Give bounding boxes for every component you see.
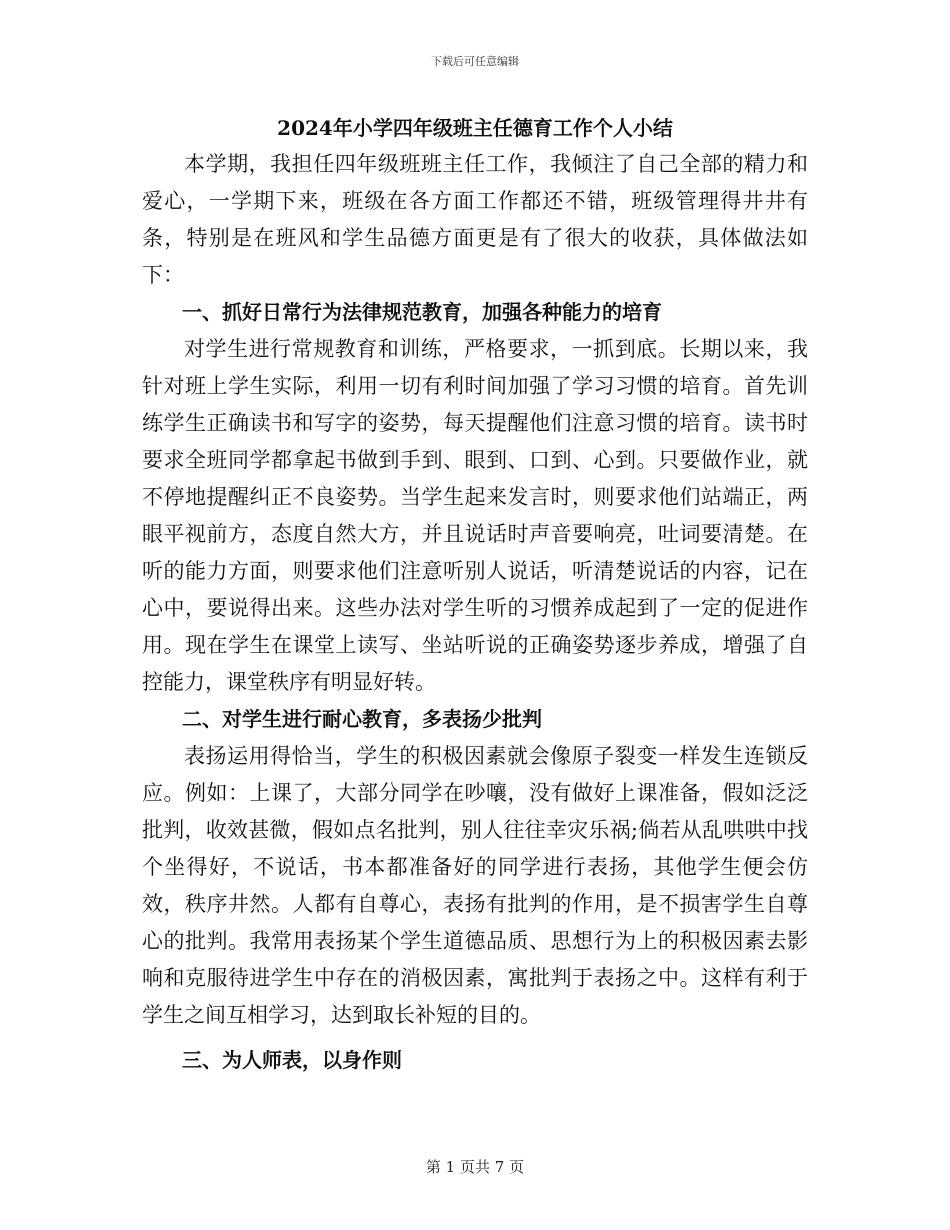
intro-paragraph: 本学期，我担任四年级班班主任工作，我倾注了自己全部的精力和爱心，一学期下来，班级在各方面工作都还不错，班级管理得井井有条，特别是在班风和学生品德方面更是有了很大的收获，具体做法如下： (142, 152, 808, 287)
section-heading-1: 一、抓好日常行为法律规范教育，加强各种能力的培育 (182, 300, 662, 324)
download-note: 下载后可任意编辑 (431, 55, 519, 68)
section-body-2: 表扬运用得恰当，学生的积极因素就会像原子裂变一样发生连锁反应。例如：上课了，大部分同学在吵嚷，没有做好上课准备，假如泛泛批判，收效甚微，假如点名批判，别人往往幸灾乐祸;倘若从乱哄哄中找个坐得好，不说话，书本都准备好的同学进行表扬，其他学生便会仿效，秩序井然。人都有自尊心，表扬有批判的作用，是不损害学生自尊心的批判。我常用表扬某个学生道德品质、思想行为上的积极因素去影响和克服待进学生中存在的消极因素，寓批判于表扬之中。这样有利于学生之间互相学习，达到取长补短的目的。 (142, 744, 808, 1027)
document-body (142, 112, 808, 1079)
section-heading-2: 二、对学生进行耐心教育，多表扬少批判 (182, 707, 542, 731)
section-body-1: 对学生进行常规教育和训练，严格要求，一抓到底。长期以来，我针对班上学生实际，利用一切有利时间加强了学习习惯的培育。首先训练学生正确读书和写字的姿势，每天提醒他们注意习惯的培育。读书时要求全班同学都拿起书做到手到、眼到、口到、心到。只要做作业，就不停地提醒纠正不良姿势。当学生起来发言时，则要求他们站端正，两眼平视前方，态度自然大方，并且说话时声音要响亮，吐词要清楚。在听的能力方面，则要求他们注意听别人说话，听清楚说话的内容，记在心中，要说得出来。这些办法对学生听的习惯养成起到了一定的促进作用。现在学生在课堂上读写、坐站听说的正确姿势逐步养成，增强了自控能力，课堂秩序有明显好转。 (142, 337, 808, 694)
page-number: 第 1 页共 7 页 (425, 1158, 525, 1176)
document-title: 2024年小学四年级班主任德育工作个人小结 (277, 116, 673, 140)
section-heading-3: 三、为人师表，以身作则 (182, 1048, 402, 1072)
